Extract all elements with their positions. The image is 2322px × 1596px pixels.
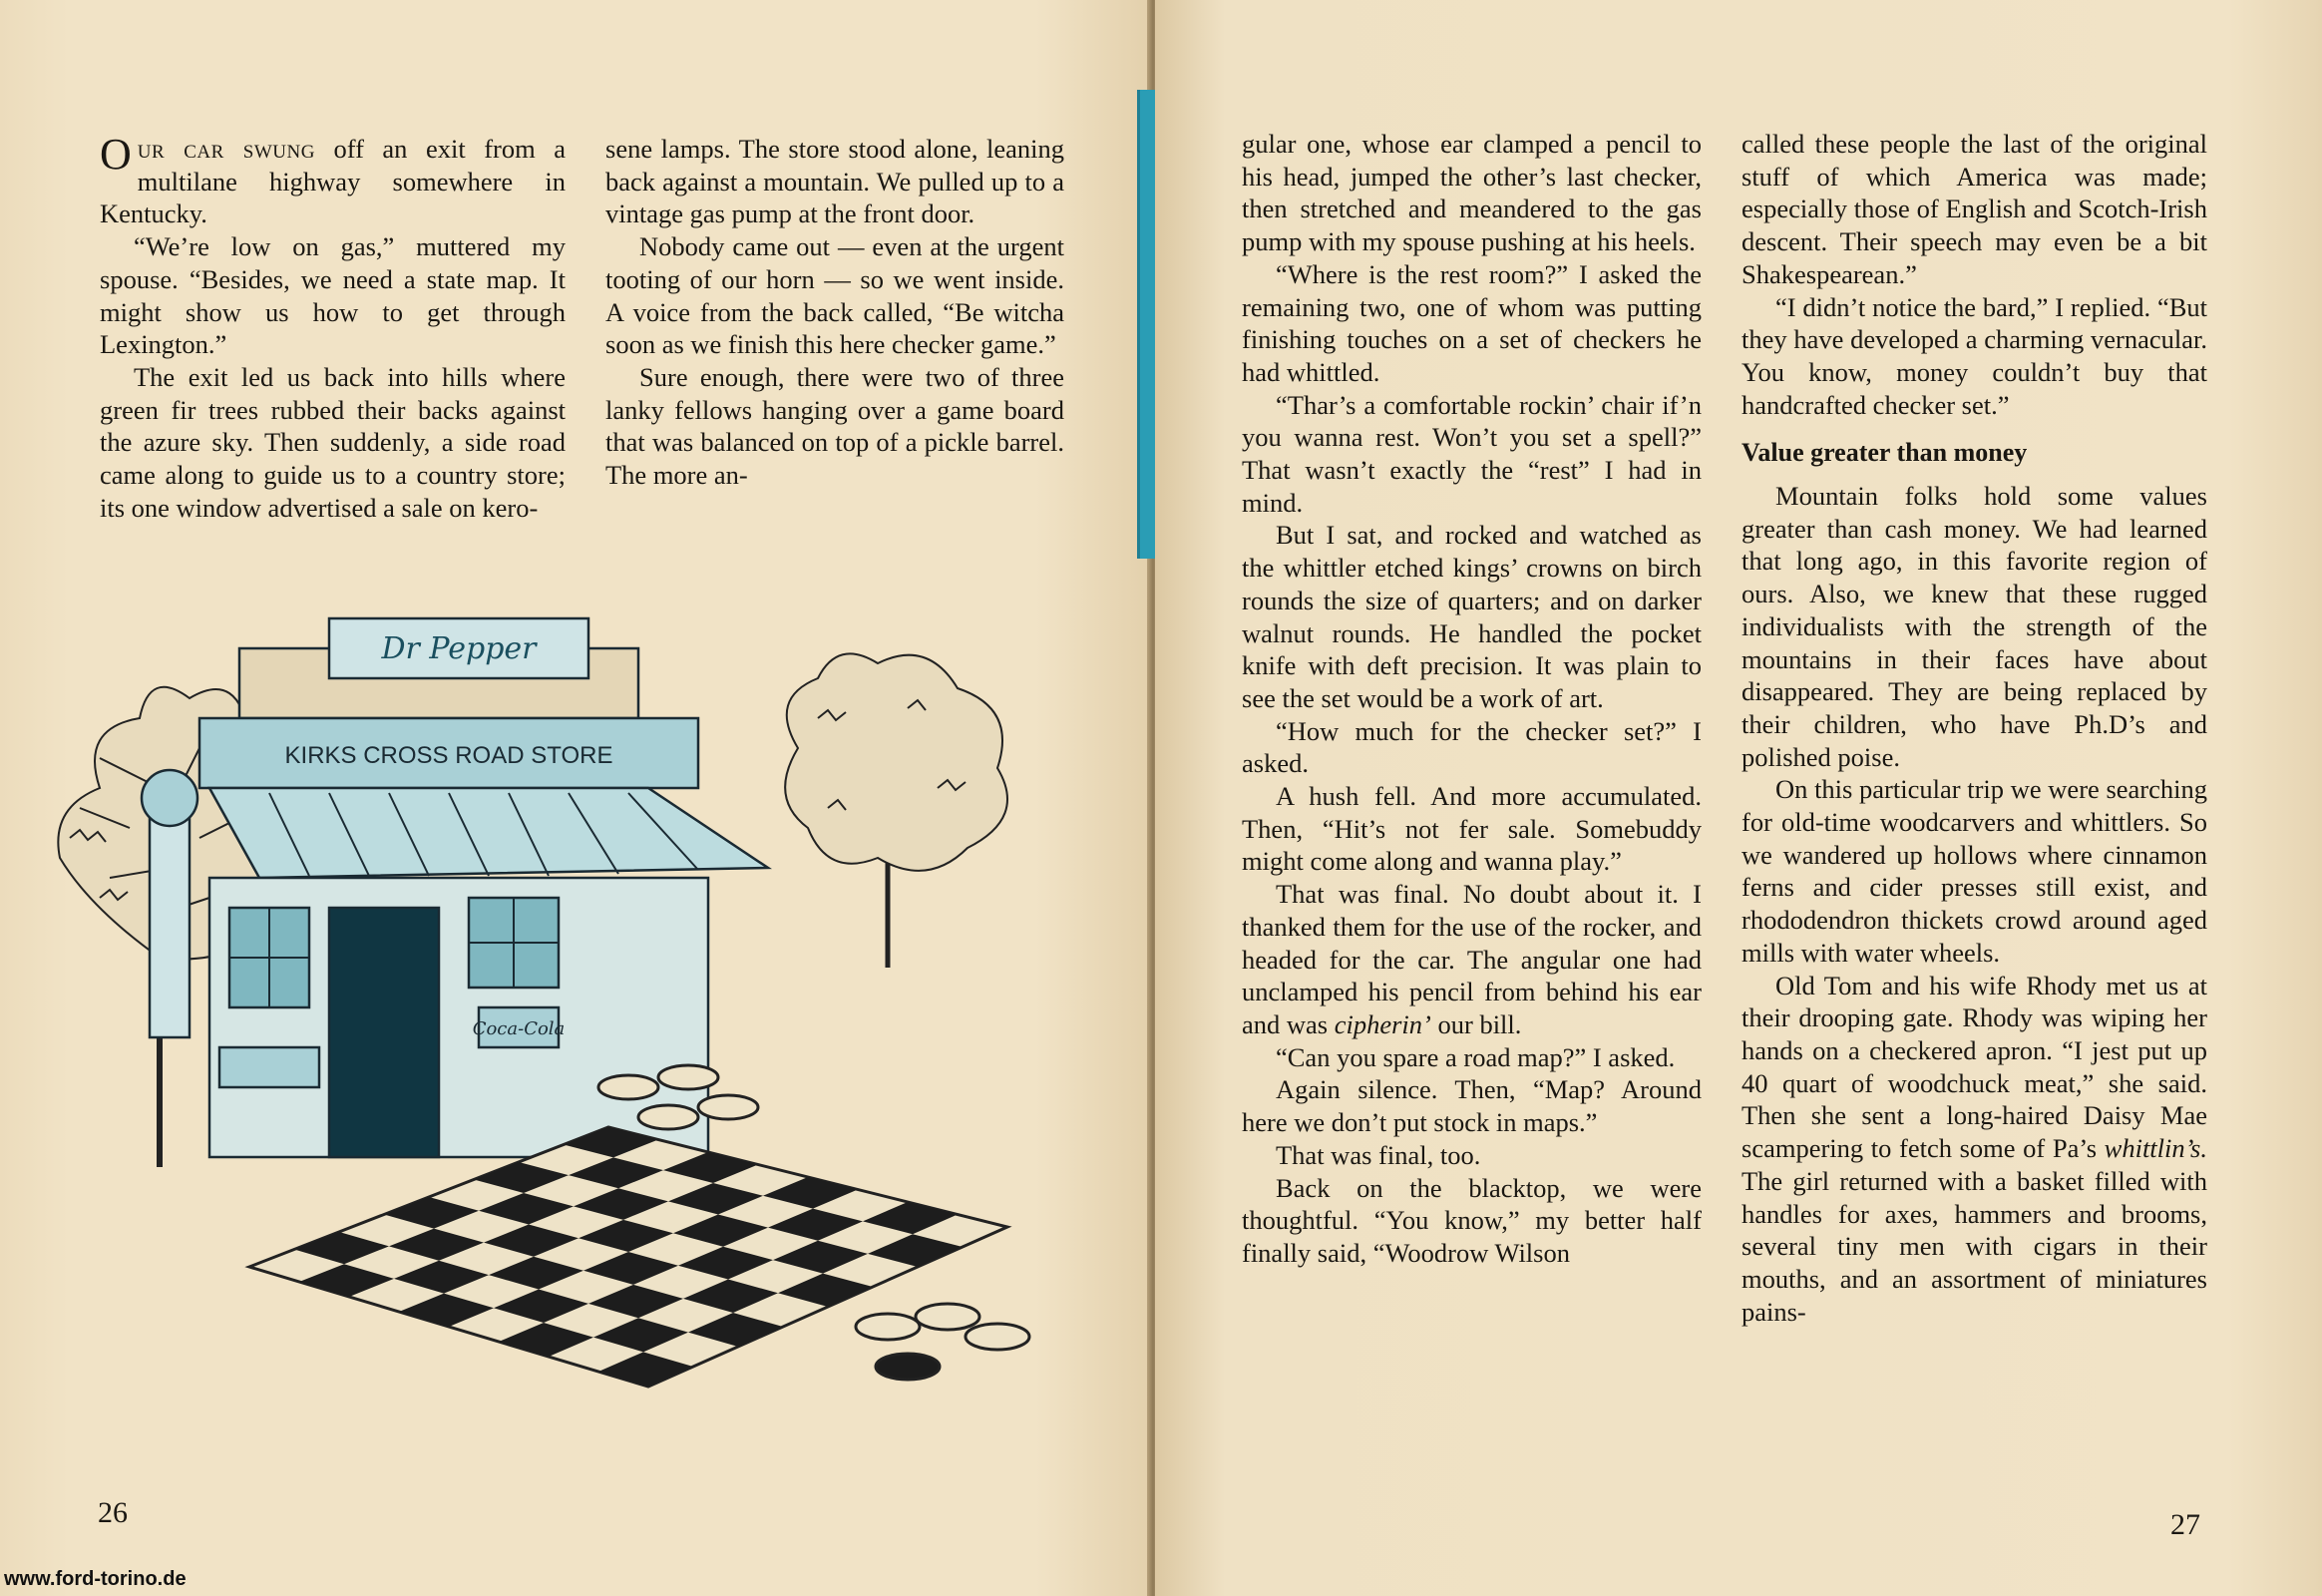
watermark-url: www.ford-torino.de [4, 1568, 187, 1590]
section-heading: Value greater than money [1742, 438, 2028, 468]
small-caps-lead: ur car swung [137, 134, 315, 164]
opening-paragraph: Our car swung off an exit from a multilane highway somewhere in Kentucky. [100, 130, 566, 229]
paragraph: Mountain folks hold some values greater than cash money. We had learned that long ago, in this favorite region of ours. Also, we knew that these rugged individualists with the strength of the mountains in their faces have about disappeared. They are being replaced by their children, who have Ph.D’s and polished poise. [1742, 481, 2207, 772]
right-column-2 [1742, 128, 2207, 1328]
paragraph: Again silence. Then, “Map? Around here we don’t put stock in maps.” [1242, 1074, 1702, 1138]
paragraph: Old Tom and his wife Rhody met us at their drooping gate. Rhody was wiping her hands on a checkered apron. “I jest put up 40 quart of woodchuck meat,” she said. Then she sent a long-haired Daisy Mae scampering to fetch some of Pa’s whittlin’s. The girl returned with a basket filled with handles for axes, hammers and brooms, several tiny men with cigars in their mouths, and an assortment of miniatures pains- [1742, 970, 2207, 1327]
paragraph: “We’re low on gas,” muttered my spouse. “Besides, we need a state map. It might show us how to get through Lexington.” [100, 231, 566, 360]
paragraph: gular one, whose ear clamped a pencil to his head, jumped the other’s last checker, then stretched and meandered to the gas pump with my spouse pushing at his heels. [1242, 129, 1702, 257]
paragraph: Sure enough, there were two of three lanky fellows hanging over a game board that was balanced on top of a pickle barrel. The more an- [605, 361, 1064, 491]
right-page [1155, 0, 2322, 1596]
paragraph: “Can you spare a road map?” I asked. [1276, 1041, 1676, 1072]
paragraph: That was final, too. [1276, 1139, 1481, 1170]
right-tree-icon [785, 653, 1007, 968]
right-column-1 [1242, 128, 1702, 1270]
paragraph: The exit led us back into hills where green fir trees rubbed their backs against the azure sky. Then suddenly, a side road came along to guide us to a country store; its one window advertised a sale on kero- [100, 361, 566, 523]
paragraph: A hush fell. And more accumulated. Then, “Hit’s not fer sale. Somebuddy might come along and wanna play.” [1242, 781, 1702, 877]
dr-pepper-sign: Dr Pepper [381, 631, 537, 666]
paragraph: “Where is the rest room?” I asked the remaining two, one of whom was putting finishing touches on a set of checkers he had whittled. [1242, 258, 1702, 387]
left-column-1 [100, 130, 566, 524]
paragraph: But I sat, and rocked and watched as the whittler etched kings’ crowns on birch rounds the size of quarters; and on darker walnut rounds. He handled the pocket knife with deft precision. It was plain to see the set would be a work of art. [1242, 520, 1702, 713]
page-number-left: 26 [98, 1496, 128, 1529]
paragraph: “How much for the checker set?” I asked. [1242, 715, 1702, 779]
paragraph: Nobody came out — even at the urgent tooting of our horn — so we went inside. A voice from the back called, “Be witcha soon as we finish this here checker game.” [605, 231, 1064, 360]
paragraph: called these people the last of the original stuff of which America was made; especially those of English and Scotch-Irish descent. Their speech may even be a bit Shakespearean.” [1742, 129, 2207, 289]
page-number-right: 27 [2170, 1508, 2200, 1541]
paragraph: “I didn’t notice the bard,” I replied. “But they have developed a charming vernacular. You know, money couldn’t buy that handcrafted checker set.” [1742, 291, 2207, 420]
paragraph: On this particular trip we were searching for old-time woodcarvers and whittlers. So we wandered up hollows where cinnamon ferns and cider presses still exist, and rhododendron thickets crowd around aged mills with water wheels. [1742, 774, 2207, 968]
paragraph: That was final. No doubt about it. I thanked them for the use of the rocker, and headed for the car. The angular one had unclamped his pencil from behind his ear and was cipherin’ our bill. [1242, 879, 1702, 1039]
coca-cola-sign: Coca-Cola [472, 1018, 566, 1039]
paragraph: Back on the blacktop, we were thoughtful. “You know,” my better half finally said, “Woodrow Wilson [1242, 1172, 1702, 1268]
country-store-illustration [10, 608, 1087, 1406]
paragraph: sene lamps. The store stood alone, leaning back against a mountain. We pulled up to a vintage gas pump at the front door. [605, 134, 1064, 229]
left-page [0, 0, 1151, 1596]
left-column-2 [605, 133, 1064, 492]
store-name-sign: KIRKS CROSS ROAD STORE [284, 742, 613, 769]
drop-cap: O [100, 130, 132, 179]
paragraph: “Thar’s a comfortable rockin’ chair if’n you wanna rest. Won’t you set a spell?” That wasn’t exactly the “rest” I had in mind. [1242, 389, 1702, 518]
